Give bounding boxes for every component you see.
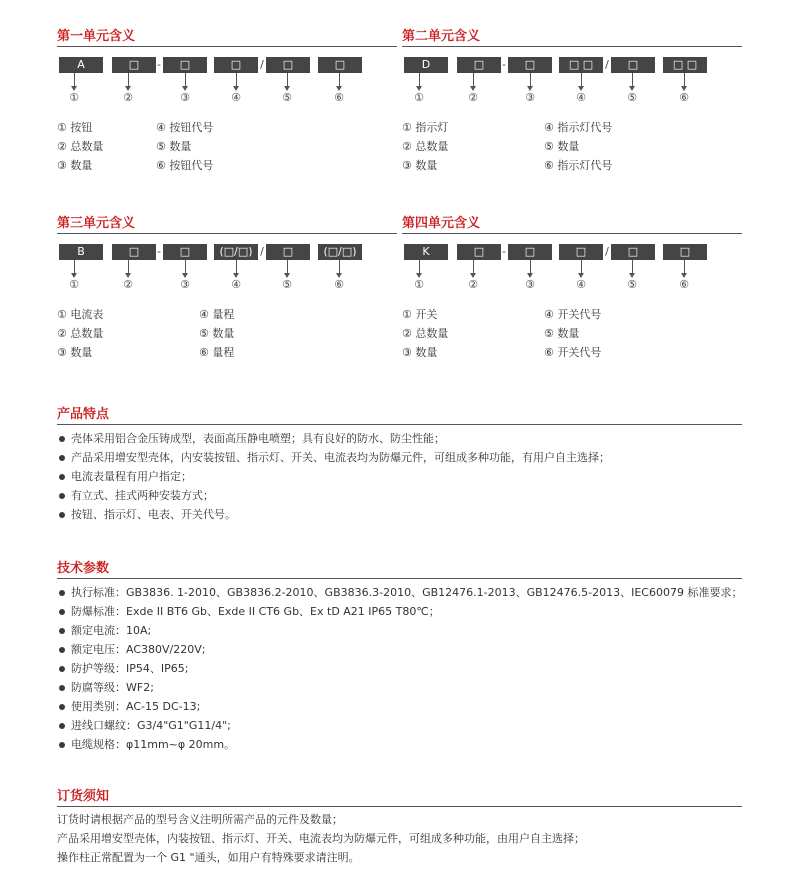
list-item: 执行标准：GB3836. 1-2010、GB3836.2-2010、GB3836.3-2010、GB12476.1-2013、GB12476.5-2013、IEC60079 标准要求；	[59, 583, 742, 602]
list-item: 产品采用增安型壳体，内安装按钮、指示灯、开关、电流表均为防爆元件，可组成多种功能，有用户自主选择；	[59, 448, 610, 467]
down-arrow-icon	[185, 73, 186, 89]
down-arrow-icon	[632, 73, 633, 89]
list-item: 额定电压：AC380V/220V;	[59, 640, 742, 659]
code-box-3: □	[163, 57, 207, 73]
code-box-4: □	[214, 57, 258, 73]
specs-list	[59, 583, 742, 754]
down-arrow-icon	[684, 73, 685, 89]
legend-item: ① 按钮	[57, 121, 93, 134]
separator-dash: -	[502, 58, 506, 71]
specs-title: 技术参数	[57, 561, 110, 576]
list-item: 额定电流：10A;	[59, 621, 742, 640]
list-item: 壳体采用铝合金压铸成型，表面高压静电喷塑；具有良好的防水、防尘性能；	[59, 429, 610, 448]
down-arrow-icon	[74, 73, 75, 89]
unit-divider	[402, 233, 742, 234]
list-item: 电缆规格：φ11mm~φ 20mm。	[59, 735, 742, 754]
legend-item: ⑥ 量程	[199, 346, 235, 359]
separator-dash: -	[157, 245, 161, 258]
list-item: 使用类别：AC-15 DC-13;	[59, 697, 742, 716]
code-box-1: B	[59, 244, 103, 260]
down-arrow-icon	[581, 73, 582, 89]
ordering-line: 产品采用增安型壳体，内装按钮、指示灯、开关、电流表均为防爆元件，可组成多种功能，由用户自主选择；	[57, 832, 585, 845]
list-item: 按钮、指示灯、电表、开关代号。	[59, 505, 610, 524]
code-box-6: □	[663, 244, 707, 260]
list-item: 防爆标准：Exde II BT6 Gb、Exde II CT6 Gb、Ex tD A21 IP65 T80℃；	[59, 602, 742, 621]
code-box-4: □ □	[559, 57, 603, 73]
ordering-title: 订货须知	[57, 789, 110, 804]
legend-item: ⑤ 数量	[156, 140, 192, 153]
ordering-line: 订货时请根据产品的型号含义注明所需产品的元件及数量；	[57, 813, 343, 826]
index-number: ②	[468, 91, 478, 104]
down-arrow-icon	[128, 260, 129, 276]
legend-item: ① 指示灯	[402, 121, 449, 134]
down-arrow-icon	[185, 260, 186, 276]
list-item: 进线口螺纹：G3/4"G1"G11/4";	[59, 716, 742, 735]
legend-item: ④ 按钮代号	[156, 121, 214, 134]
list-item: 有立式、挂式两种安装方式；	[59, 486, 610, 505]
code-box-2: □	[112, 244, 156, 260]
index-number: ②	[468, 278, 478, 291]
down-arrow-icon	[530, 260, 531, 276]
index-number: ①	[414, 278, 424, 291]
features-title: 产品特点	[57, 407, 110, 422]
list-item: 防腐等级：WF2;	[59, 678, 742, 697]
down-arrow-icon	[581, 260, 582, 276]
list-item: 电流表量程有用户指定；	[59, 467, 610, 486]
legend-item: ② 总数量	[57, 327, 104, 340]
index-number: ①	[69, 278, 79, 291]
separator-slash: /	[260, 58, 264, 71]
features-divider	[57, 424, 742, 425]
legend-item: ② 总数量	[402, 140, 449, 153]
down-arrow-icon	[287, 260, 288, 276]
separator-dash: -	[502, 245, 506, 258]
code-box-5: □	[611, 57, 655, 73]
down-arrow-icon	[236, 73, 237, 89]
code-box-1: K	[404, 244, 448, 260]
index-number: ③	[525, 278, 535, 291]
legend-item: ② 总数量	[57, 140, 104, 153]
code-box-5: □	[611, 244, 655, 260]
down-arrow-icon	[339, 73, 340, 89]
down-arrow-icon	[530, 73, 531, 89]
legend-item: ④ 量程	[199, 308, 235, 321]
unit-divider	[57, 233, 397, 234]
code-box-2: □	[457, 57, 501, 73]
list-item: 防护等级：IP54、IP65;	[59, 659, 742, 678]
legend-item: ① 电流表	[57, 308, 104, 321]
unit-divider	[57, 46, 397, 47]
unit-2	[402, 25, 742, 185]
down-arrow-icon	[236, 260, 237, 276]
unit-divider	[402, 46, 742, 47]
code-box-2: □	[112, 57, 156, 73]
legend-item: ④ 指示灯代号	[544, 121, 613, 134]
unit-title: 第三单元含义	[57, 216, 136, 231]
down-arrow-icon	[287, 73, 288, 89]
code-box-2: □	[457, 244, 501, 260]
legend-item: ④ 开关代号	[544, 308, 602, 321]
specs-divider	[57, 578, 742, 579]
code-box-5: □	[266, 244, 310, 260]
separator-slash: /	[605, 245, 609, 258]
index-number: ⑥	[679, 91, 689, 104]
code-box-3: □	[508, 244, 552, 260]
code-box-4: (□/□)	[214, 244, 258, 260]
legend-item: ⑤ 数量	[544, 327, 580, 340]
legend-item: ③ 数量	[402, 346, 438, 359]
features-list	[59, 429, 610, 524]
index-number: ④	[231, 278, 241, 291]
code-box-1: D	[404, 57, 448, 73]
legend-item: ③ 数量	[57, 159, 93, 172]
index-number: ⑥	[334, 91, 344, 104]
separator-slash: /	[260, 245, 264, 258]
code-box-3: □	[508, 57, 552, 73]
legend-item: ⑥ 指示灯代号	[544, 159, 613, 172]
index-number: ③	[525, 91, 535, 104]
legend-item: ⑤ 数量	[544, 140, 580, 153]
index-number: ②	[123, 278, 133, 291]
down-arrow-icon	[473, 73, 474, 89]
index-number: ①	[69, 91, 79, 104]
index-number: ③	[180, 278, 190, 291]
down-arrow-icon	[473, 260, 474, 276]
code-box-3: □	[163, 244, 207, 260]
index-number: ⑤	[282, 278, 292, 291]
unit-3	[57, 212, 397, 372]
down-arrow-icon	[419, 73, 420, 89]
index-number: ⑤	[282, 91, 292, 104]
ordering-line: 操作柱正常配置为一个 G1 "通头，如用户有特殊要求请注明。	[57, 851, 360, 864]
index-number: ⑥	[679, 278, 689, 291]
index-number: ⑥	[334, 278, 344, 291]
unit-title: 第一单元含义	[57, 29, 136, 44]
separator-dash: -	[157, 58, 161, 71]
down-arrow-icon	[684, 260, 685, 276]
index-number: ⑤	[627, 278, 637, 291]
index-number: ③	[180, 91, 190, 104]
index-number: ①	[414, 91, 424, 104]
legend-item: ① 开关	[402, 308, 438, 321]
index-number: ②	[123, 91, 133, 104]
legend-item: ⑥ 按钮代号	[156, 159, 214, 172]
index-number: ⑤	[627, 91, 637, 104]
unit-4	[402, 212, 742, 372]
legend-item: ③ 数量	[57, 346, 93, 359]
code-box-5: □	[266, 57, 310, 73]
unit-title: 第四单元含义	[402, 216, 481, 231]
ordering-divider	[57, 806, 742, 807]
index-number: ④	[231, 91, 241, 104]
legend-item: ⑤ 数量	[199, 327, 235, 340]
index-number: ④	[576, 278, 586, 291]
legend-item: ⑥ 开关代号	[544, 346, 602, 359]
code-box-4: □	[559, 244, 603, 260]
index-number: ④	[576, 91, 586, 104]
code-box-6: □ □	[663, 57, 707, 73]
legend-item: ② 总数量	[402, 327, 449, 340]
down-arrow-icon	[74, 260, 75, 276]
code-box-6: □	[318, 57, 362, 73]
legend-item: ③ 数量	[402, 159, 438, 172]
unit-1	[57, 25, 397, 185]
down-arrow-icon	[339, 260, 340, 276]
unit-title: 第二单元含义	[402, 29, 481, 44]
ordering-notes	[57, 810, 585, 867]
down-arrow-icon	[632, 260, 633, 276]
separator-slash: /	[605, 58, 609, 71]
code-box-1: A	[59, 57, 103, 73]
down-arrow-icon	[419, 260, 420, 276]
code-box-6: (□/□)	[318, 244, 362, 260]
down-arrow-icon	[128, 73, 129, 89]
